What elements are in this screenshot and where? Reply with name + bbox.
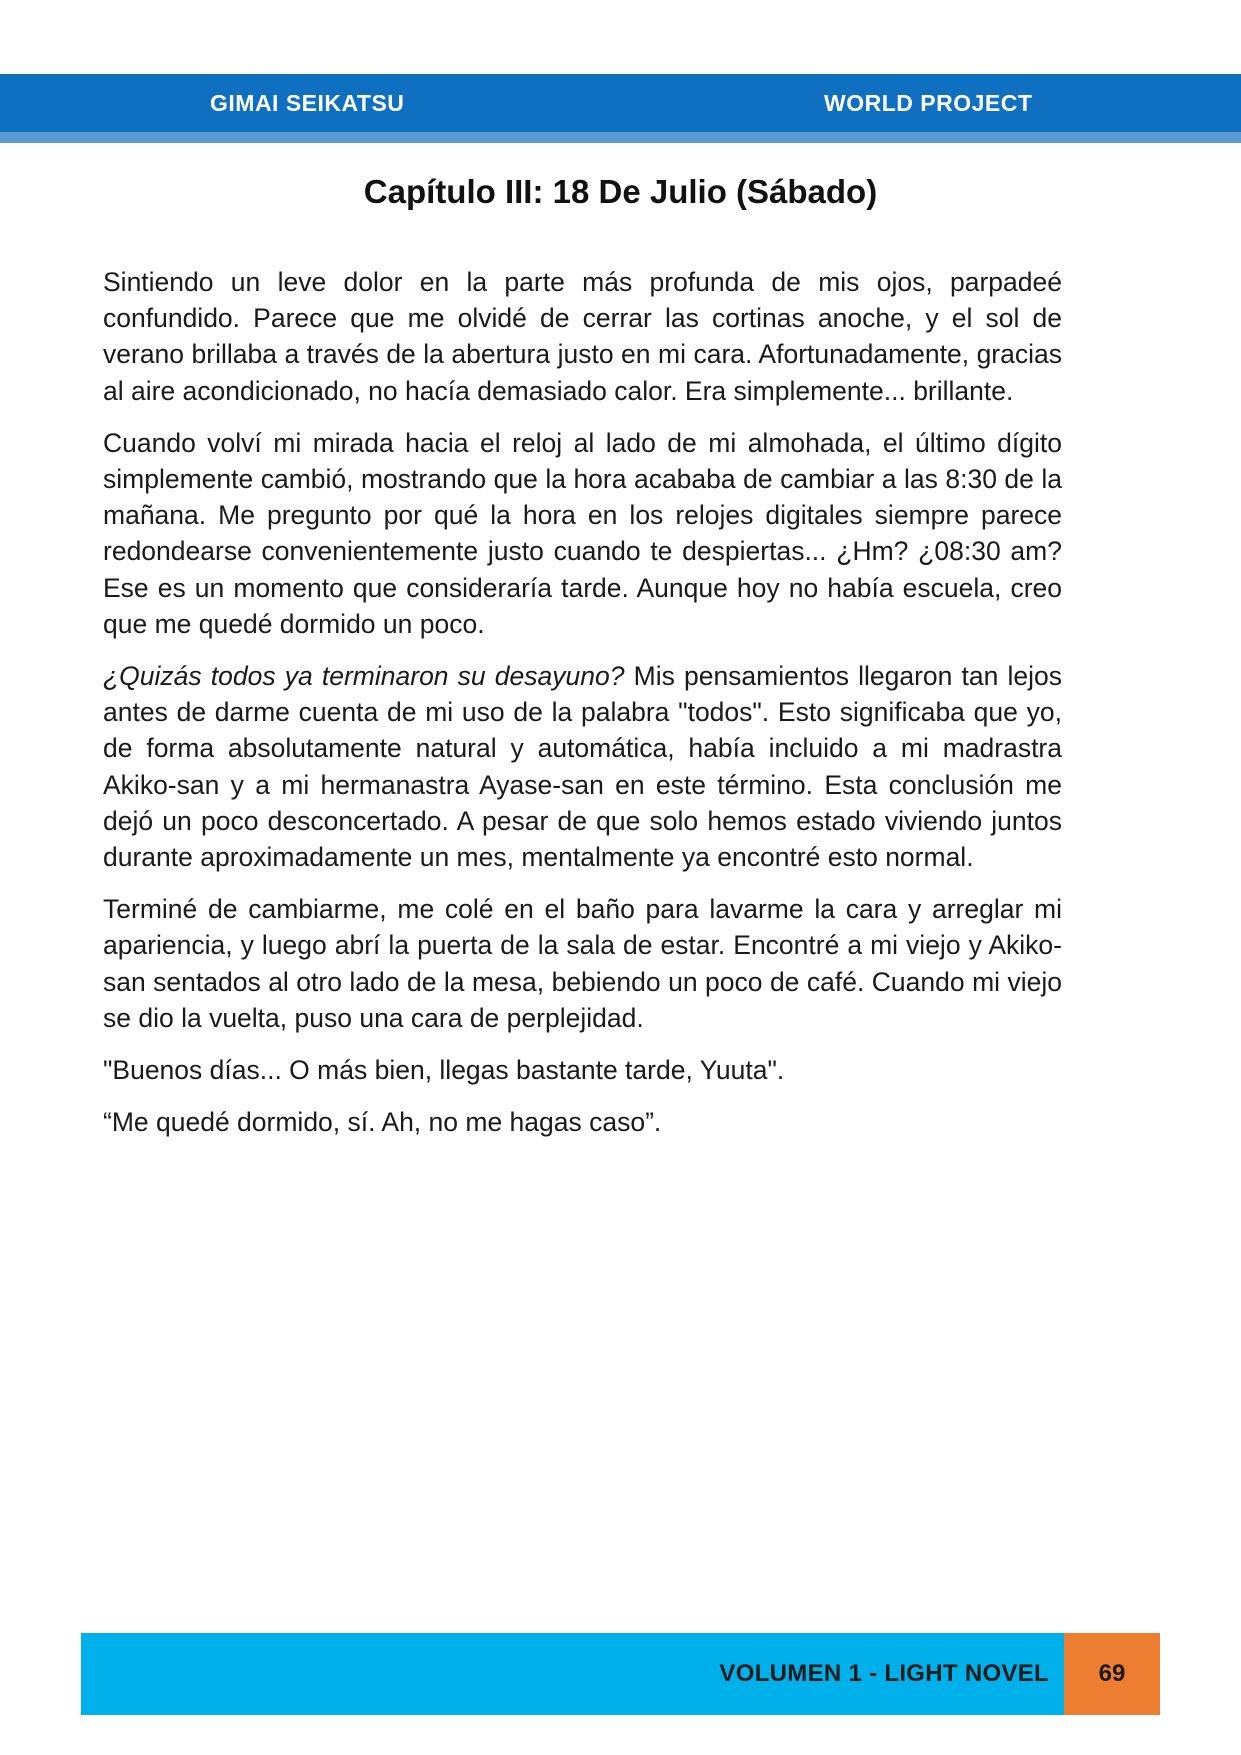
paragraph-text: Terminé de cambiarme, me colé en el baño para lavarme la cara y arreglar mi apariencia, y luego abrí la puerta de la sala de estar. Encontré a mi viejo y Akiko-san sentados al otro lado de la mesa, bebiendo un poco de café. Cuando mi viejo se dio la vuelta, puso una cara de perplejidad. bbox=[103, 894, 1062, 1033]
header-series-title: GIMAI SEIKATSU bbox=[210, 90, 405, 116]
paragraph-4 bbox=[103, 891, 1062, 1036]
paragraph-text: Cuando volví mi mirada hacia el reloj al lado de mi almohada, el último dígito simplemente cambió, mostrando que la hora acababa de cambiar a las 8:30 de la mañana. Me pregunto por qué la hora en los relojes digitales siempre parece redondearse convenientemente justo cuando te despiertas... ¿Hm? ¿08:30 am? Ese es un momento que consideraría tarde. Aunque hoy no había escuela, creo que me quedé dormido un poco. bbox=[103, 427, 1062, 639]
paragraph-2 bbox=[103, 425, 1062, 642]
paragraph-text: Mis pensamientos llegaron tan lejos antes de darme cuenta de mi uso de la palabra "todos". Esto significaba que yo, de forma absolutamente natural y automática, había incluido a mi madrastra Akiko-san y a mi hermanastra Ayase-san en este término. Esta conclusión me dejó un poco desconcertado. A pesar de que solo hemos estado viviendo juntos durante aproximadamente un mes, mentalmente ya encontré esto normal. bbox=[103, 661, 1062, 873]
page-number: 69 bbox=[1098, 1660, 1126, 1687]
paragraph-text: Sintiendo un leve dolor en la parte más profunda de mis ojos, parpadeé confundido. Parece que me olvidé de cerrar las cortinas anoche, y el sol de verano brillaba a través de la abertura justo en mi cara. Afortunadamente, gracias al aire acondicionado, no hacía demasiado calor. Era simplemente... brillante. bbox=[103, 267, 1062, 406]
footer-volume-label: VOLUMEN 1 - LIGHT NOVEL bbox=[719, 1660, 1049, 1687]
paragraph-5 bbox=[103, 1052, 1062, 1088]
chapter-title: Capítulo III: 18 De Julio (Sábado) bbox=[363, 173, 878, 210]
header-bar bbox=[0, 74, 1241, 132]
body-text bbox=[103, 264, 1062, 1156]
paragraph-italic-thought: ¿Quizás todos ya terminaron su desayuno? bbox=[103, 661, 625, 692]
paragraph-3 bbox=[103, 658, 1062, 875]
header-translator-name: WORLD PROJECT bbox=[824, 90, 1033, 116]
header-stripe bbox=[0, 132, 1241, 143]
paragraph-text: "Buenos días... O más bien, llegas bastante tarde, Yuuta". bbox=[103, 1055, 785, 1086]
paragraph-1 bbox=[103, 264, 1062, 409]
paragraph-6 bbox=[103, 1104, 1062, 1140]
paragraph-text: “Me quedé dormido, sí. Ah, no me hagas caso”. bbox=[103, 1107, 662, 1138]
